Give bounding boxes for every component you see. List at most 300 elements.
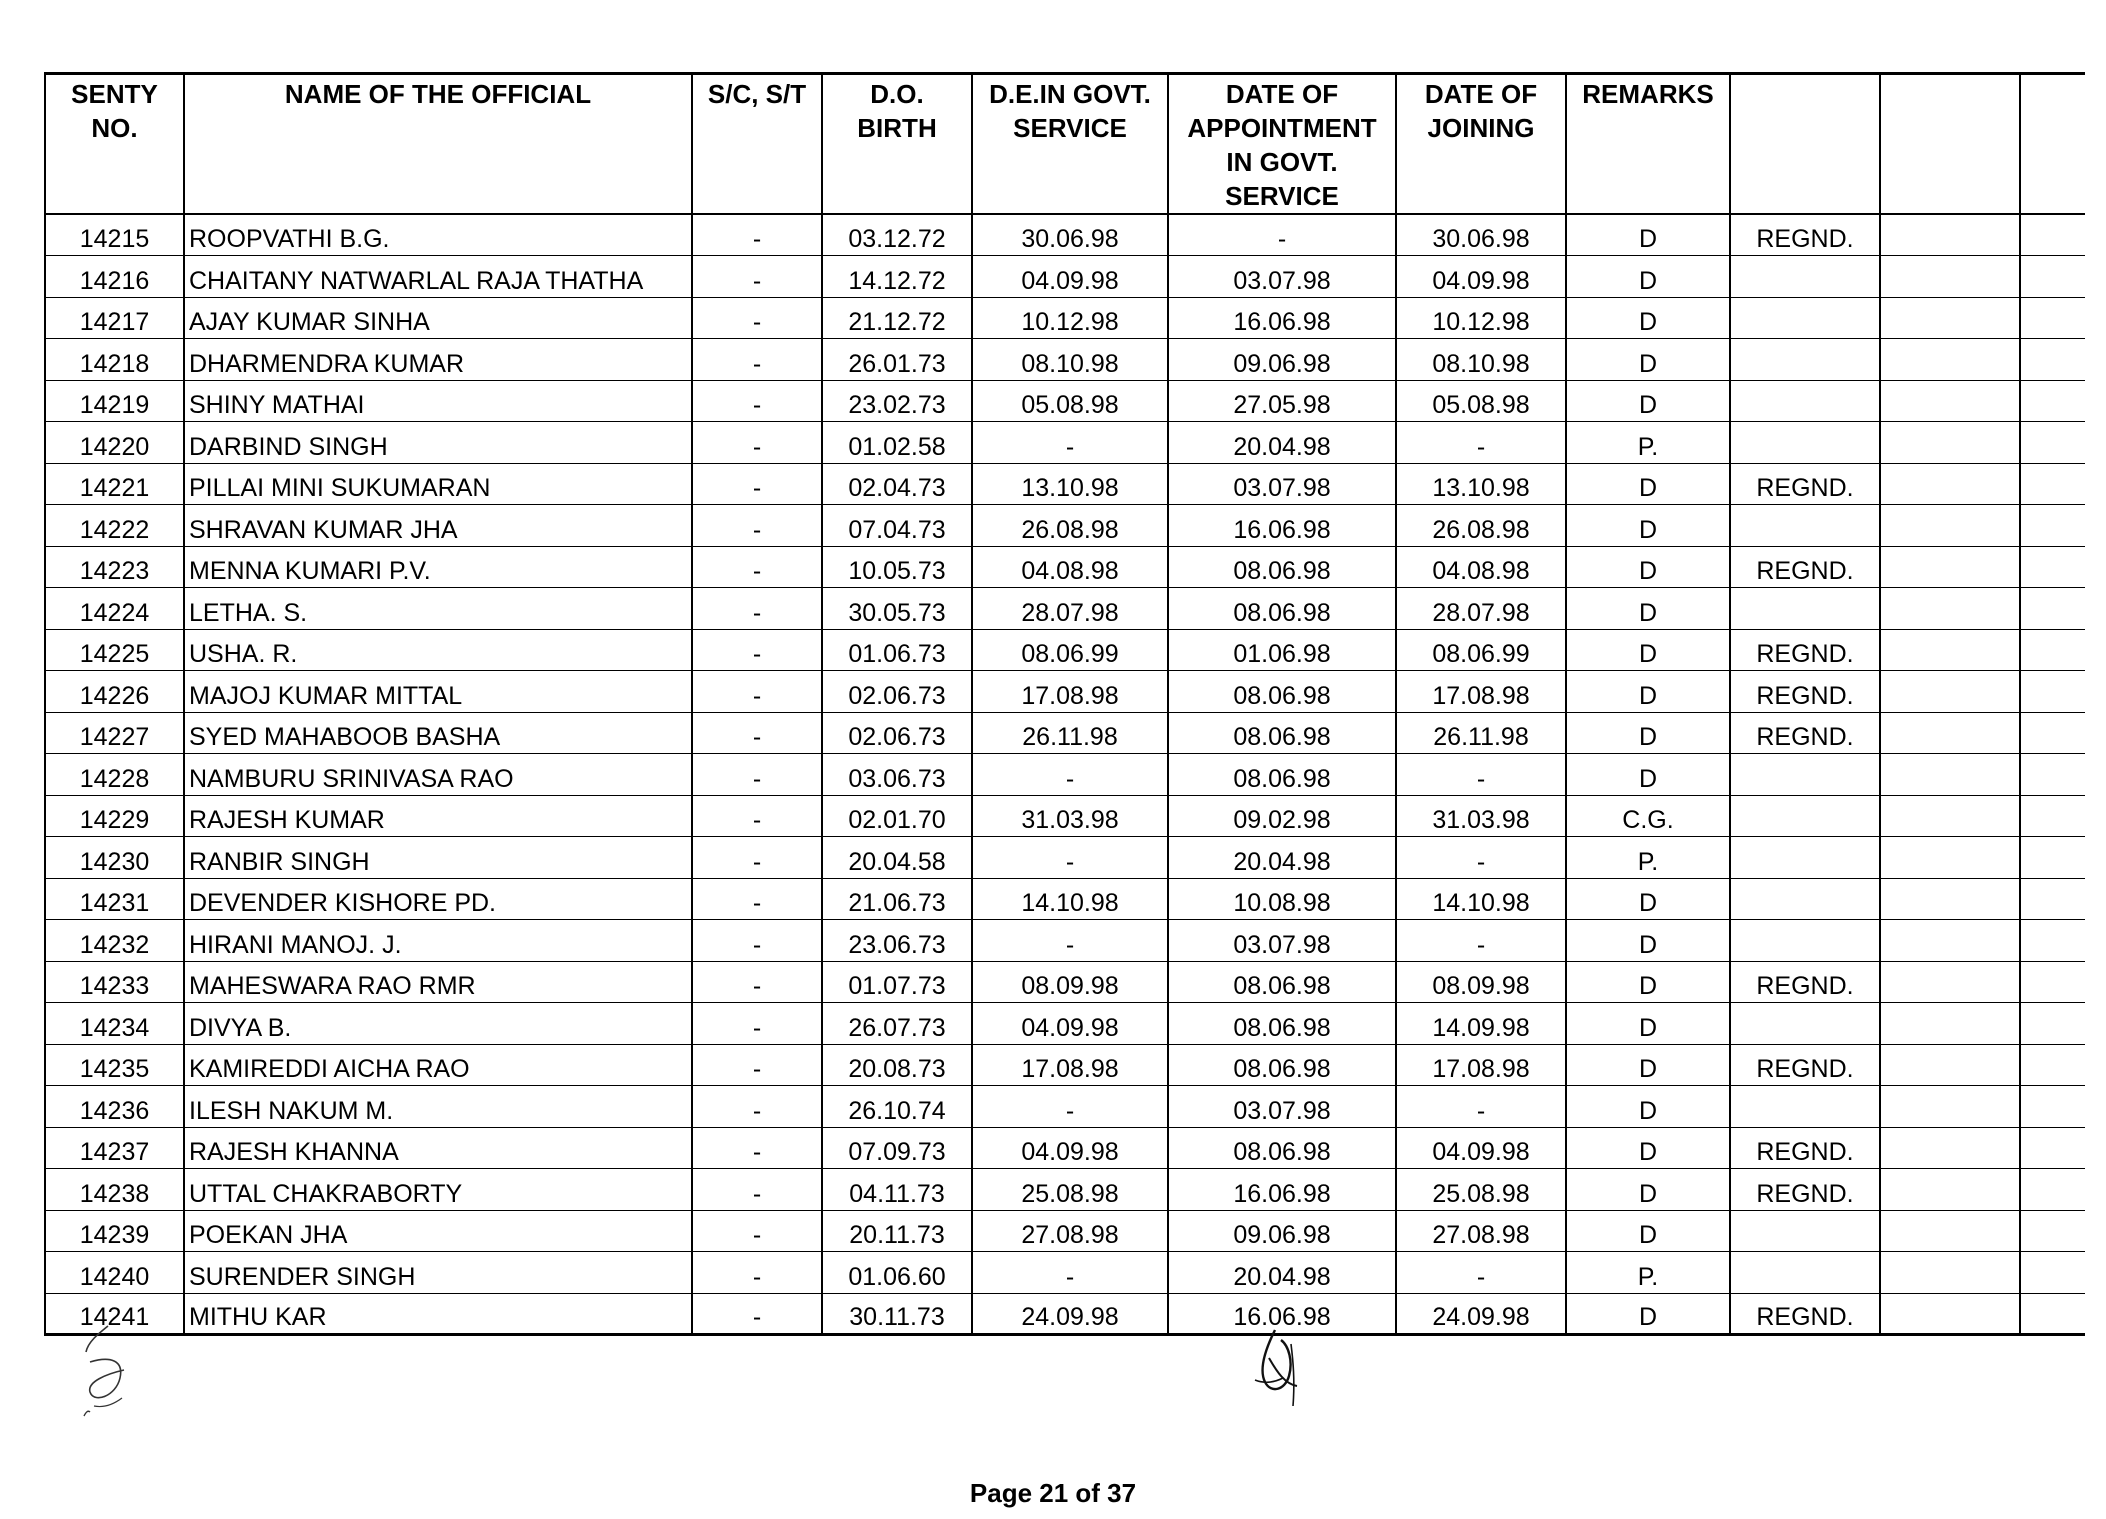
- cell-remarks: D: [1566, 546, 1730, 588]
- cell-blank: [1880, 422, 2020, 464]
- table-row: [45, 380, 2085, 422]
- header-date-entry-govt-service: D.E.IN GOVT. SERVICE: [972, 74, 1168, 215]
- cell-blank: [1880, 1210, 2020, 1252]
- cell-name: MAHESWARA RAO RMR: [184, 961, 692, 1003]
- cell-senty-no: 14223: [45, 546, 184, 588]
- cell-blank: [2020, 1210, 2085, 1252]
- table-row: [45, 297, 2085, 339]
- table-row: [45, 463, 2085, 505]
- cell-senty-no: 14232: [45, 920, 184, 962]
- cell-date-of-appointment: 27.05.98: [1168, 380, 1396, 422]
- cell-date-of-birth: 01.06.60: [822, 1252, 972, 1294]
- cell-regnd: REGND.: [1730, 671, 1880, 713]
- cell-blank: [2020, 671, 2085, 713]
- table-header: [45, 74, 2085, 215]
- cell-date-entry-govt-service: 14.10.98: [972, 878, 1168, 920]
- cell-blank: [1880, 1044, 2020, 1086]
- table-row: [45, 422, 2085, 464]
- cell-senty-no: 14218: [45, 339, 184, 381]
- cell-senty-no: 14227: [45, 712, 184, 754]
- cell-regnd: [1730, 339, 1880, 381]
- cell-blank: [1880, 339, 2020, 381]
- cell-date-of-appointment: 08.06.98: [1168, 754, 1396, 796]
- cell-date-entry-govt-service: 05.08.98: [972, 380, 1168, 422]
- header-blank-2: [1880, 74, 2020, 215]
- cell-date-of-appointment: 08.06.98: [1168, 961, 1396, 1003]
- cell-blank: [1880, 380, 2020, 422]
- header-sc-st: S/C, S/T: [692, 74, 822, 215]
- header-row: [45, 74, 2085, 215]
- cell-date-entry-govt-service: 28.07.98: [972, 588, 1168, 630]
- cell-blank: [2020, 422, 2085, 464]
- cell-date-entry-govt-service: 17.08.98: [972, 1044, 1168, 1086]
- cell-blank: [1880, 256, 2020, 298]
- cell-regnd: [1730, 297, 1880, 339]
- table-row: [45, 1044, 2085, 1086]
- cell-date-of-appointment: -: [1168, 214, 1396, 256]
- table-row: [45, 1169, 2085, 1211]
- cell-date-of-appointment: 03.07.98: [1168, 1086, 1396, 1128]
- cell-blank: [2020, 588, 2085, 630]
- cell-date-entry-govt-service: 26.11.98: [972, 712, 1168, 754]
- cell-senty-no: 14229: [45, 795, 184, 837]
- cell-sc-st: -: [692, 1127, 822, 1169]
- cell-date-entry-govt-service: -: [972, 920, 1168, 962]
- table-row: [45, 1127, 2085, 1169]
- cell-name: MENNA KUMARI P.V.: [184, 546, 692, 588]
- cell-date-entry-govt-service: 08.10.98: [972, 339, 1168, 381]
- cell-date-of-birth: 26.07.73: [822, 1003, 972, 1045]
- cell-name: MITHU KAR: [184, 1293, 692, 1335]
- cell-date-of-appointment: 10.08.98: [1168, 878, 1396, 920]
- cell-regnd: REGND.: [1730, 629, 1880, 671]
- table-row: [45, 1252, 2085, 1294]
- cell-blank: [2020, 712, 2085, 754]
- cell-blank: [2020, 920, 2085, 962]
- cell-date-entry-govt-service: 10.12.98: [972, 297, 1168, 339]
- cell-name: SHINY MATHAI: [184, 380, 692, 422]
- cell-regnd: REGND.: [1730, 961, 1880, 1003]
- cell-regnd: [1730, 754, 1880, 796]
- cell-date-entry-govt-service: 08.06.99: [972, 629, 1168, 671]
- cell-date-of-appointment: 03.07.98: [1168, 463, 1396, 505]
- header-blank-3: [2020, 74, 2085, 215]
- cell-name: SHRAVAN KUMAR JHA: [184, 505, 692, 547]
- cell-blank: [2020, 297, 2085, 339]
- cell-date-entry-govt-service: -: [972, 754, 1168, 796]
- cell-date-of-joining: 10.12.98: [1396, 297, 1566, 339]
- cell-date-of-joining: -: [1396, 754, 1566, 796]
- table-row: [45, 546, 2085, 588]
- table-row: [45, 1003, 2085, 1045]
- cell-date-of-joining: 31.03.98: [1396, 795, 1566, 837]
- table-row: [45, 961, 2085, 1003]
- cell-blank: [1880, 1293, 2020, 1335]
- cell-name: AJAY KUMAR SINHA: [184, 297, 692, 339]
- cell-blank: [1880, 712, 2020, 754]
- cell-regnd: [1730, 1003, 1880, 1045]
- cell-remarks: D: [1566, 1169, 1730, 1211]
- cell-blank: [1880, 1127, 2020, 1169]
- cell-date-of-joining: 17.08.98: [1396, 1044, 1566, 1086]
- cell-date-entry-govt-service: -: [972, 1252, 1168, 1294]
- cell-blank: [2020, 1127, 2085, 1169]
- cell-date-of-appointment: 08.06.98: [1168, 1003, 1396, 1045]
- cell-senty-no: 14216: [45, 256, 184, 298]
- table-row: [45, 754, 2085, 796]
- cell-date-of-birth: 14.12.72: [822, 256, 972, 298]
- cell-date-of-joining: -: [1396, 422, 1566, 464]
- cell-date-entry-govt-service: 04.09.98: [972, 1003, 1168, 1045]
- cell-blank: [2020, 1044, 2085, 1086]
- cell-regnd: [1730, 422, 1880, 464]
- cell-name: DIVYA B.: [184, 1003, 692, 1045]
- cell-blank: [1880, 629, 2020, 671]
- cell-name: USHA. R.: [184, 629, 692, 671]
- cell-date-of-birth: 01.02.58: [822, 422, 972, 464]
- cell-name: ILESH NAKUM M.: [184, 1086, 692, 1128]
- cell-blank: [2020, 961, 2085, 1003]
- header-date-of-appointment: DATE OF APPOINTMENT IN GOVT. SERVICE: [1168, 74, 1396, 215]
- cell-regnd: [1730, 1086, 1880, 1128]
- cell-senty-no: 14222: [45, 505, 184, 547]
- cell-sc-st: -: [692, 505, 822, 547]
- cell-date-of-birth: 04.11.73: [822, 1169, 972, 1211]
- cell-date-of-birth: 26.01.73: [822, 339, 972, 381]
- cell-blank: [2020, 546, 2085, 588]
- cell-blank: [2020, 380, 2085, 422]
- cell-senty-no: 14225: [45, 629, 184, 671]
- cell-date-of-birth: 07.09.73: [822, 1127, 972, 1169]
- cell-date-of-appointment: 08.06.98: [1168, 546, 1396, 588]
- table-body: [45, 214, 2085, 1335]
- cell-date-of-joining: 14.09.98: [1396, 1003, 1566, 1045]
- cell-sc-st: -: [692, 878, 822, 920]
- cell-blank: [2020, 505, 2085, 547]
- cell-name: ROOPVATHI B.G.: [184, 214, 692, 256]
- cell-date-of-appointment: 08.06.98: [1168, 588, 1396, 630]
- cell-senty-no: 14236: [45, 1086, 184, 1128]
- cell-date-of-appointment: 20.04.98: [1168, 422, 1396, 464]
- cell-blank: [1880, 961, 2020, 1003]
- table-row: [45, 837, 2085, 879]
- cell-date-entry-govt-service: 31.03.98: [972, 795, 1168, 837]
- cell-blank: [1880, 546, 2020, 588]
- cell-senty-no: 14237: [45, 1127, 184, 1169]
- cell-date-of-birth: 01.07.73: [822, 961, 972, 1003]
- cell-sc-st: -: [692, 920, 822, 962]
- cell-date-of-joining: 04.09.98: [1396, 256, 1566, 298]
- cell-date-of-joining: -: [1396, 1086, 1566, 1128]
- cell-blank: [1880, 920, 2020, 962]
- table-row: [45, 795, 2085, 837]
- cell-date-of-appointment: 09.06.98: [1168, 1210, 1396, 1252]
- cell-date-of-appointment: 16.06.98: [1168, 1293, 1396, 1335]
- cell-regnd: REGND.: [1730, 712, 1880, 754]
- cell-date-entry-govt-service: 08.09.98: [972, 961, 1168, 1003]
- cell-name: DARBIND SINGH: [184, 422, 692, 464]
- cell-date-entry-govt-service: 30.06.98: [972, 214, 1168, 256]
- cell-date-of-appointment: 03.07.98: [1168, 256, 1396, 298]
- cell-sc-st: -: [692, 380, 822, 422]
- cell-senty-no: 14231: [45, 878, 184, 920]
- cell-date-of-appointment: 16.06.98: [1168, 297, 1396, 339]
- cell-blank: [1880, 837, 2020, 879]
- cell-name: CHAITANY NATWARLAL RAJA THATHA: [184, 256, 692, 298]
- cell-date-of-birth: 23.02.73: [822, 380, 972, 422]
- cell-regnd: [1730, 1252, 1880, 1294]
- cell-date-of-birth: 03.06.73: [822, 754, 972, 796]
- cell-senty-no: 14230: [45, 837, 184, 879]
- cell-date-of-joining: 05.08.98: [1396, 380, 1566, 422]
- cell-regnd: [1730, 837, 1880, 879]
- cell-blank: [2020, 256, 2085, 298]
- header-remarks: REMARKS: [1566, 74, 1730, 215]
- cell-date-entry-govt-service: 27.08.98: [972, 1210, 1168, 1252]
- table-row: [45, 920, 2085, 962]
- cell-regnd: [1730, 1210, 1880, 1252]
- cell-blank: [2020, 1003, 2085, 1045]
- cell-date-entry-govt-service: 04.09.98: [972, 256, 1168, 298]
- cell-blank: [2020, 1252, 2085, 1294]
- cell-regnd: REGND.: [1730, 1169, 1880, 1211]
- cell-date-of-birth: 21.12.72: [822, 297, 972, 339]
- cell-date-entry-govt-service: 24.09.98: [972, 1293, 1168, 1335]
- cell-remarks: D: [1566, 297, 1730, 339]
- cell-remarks: D: [1566, 463, 1730, 505]
- header-date-of-birth: D.O. BIRTH: [822, 74, 972, 215]
- cell-remarks: D: [1566, 671, 1730, 713]
- cell-sc-st: -: [692, 1169, 822, 1211]
- cell-regnd: REGND.: [1730, 546, 1880, 588]
- cell-date-of-birth: 30.11.73: [822, 1293, 972, 1335]
- cell-blank: [2020, 837, 2085, 879]
- cell-remarks: D: [1566, 1044, 1730, 1086]
- cell-date-of-joining: -: [1396, 1252, 1566, 1294]
- cell-date-of-joining: 24.09.98: [1396, 1293, 1566, 1335]
- cell-name: MAJOJ KUMAR MITTAL: [184, 671, 692, 713]
- cell-remarks: D: [1566, 588, 1730, 630]
- table-row: [45, 1293, 2085, 1335]
- cell-senty-no: 14220: [45, 422, 184, 464]
- cell-date-of-appointment: 08.06.98: [1168, 1044, 1396, 1086]
- cell-remarks: D: [1566, 629, 1730, 671]
- cell-name: HIRANI MANOJ. J.: [184, 920, 692, 962]
- cell-date-of-joining: 08.09.98: [1396, 961, 1566, 1003]
- cell-senty-no: 14217: [45, 297, 184, 339]
- cell-regnd: REGND.: [1730, 463, 1880, 505]
- cell-senty-no: 14215: [45, 214, 184, 256]
- cell-sc-st: -: [692, 837, 822, 879]
- cell-date-of-birth: 02.01.70: [822, 795, 972, 837]
- cell-sc-st: -: [692, 795, 822, 837]
- cell-remarks: D: [1566, 380, 1730, 422]
- cell-regnd: REGND.: [1730, 1044, 1880, 1086]
- cell-remarks: D: [1566, 1086, 1730, 1128]
- cell-date-of-appointment: 08.06.98: [1168, 1127, 1396, 1169]
- cell-name: SURENDER SINGH: [184, 1252, 692, 1294]
- cell-date-of-appointment: 20.04.98: [1168, 837, 1396, 879]
- cell-senty-no: 14235: [45, 1044, 184, 1086]
- cell-date-of-appointment: 01.06.98: [1168, 629, 1396, 671]
- cell-date-of-appointment: 16.06.98: [1168, 1169, 1396, 1211]
- cell-blank: [1880, 1252, 2020, 1294]
- cell-remarks: D: [1566, 214, 1730, 256]
- cell-date-of-joining: 14.10.98: [1396, 878, 1566, 920]
- cell-name: RAJESH KHANNA: [184, 1127, 692, 1169]
- cell-blank: [1880, 878, 2020, 920]
- cell-date-of-birth: 02.06.73: [822, 671, 972, 713]
- cell-blank: [1880, 1003, 2020, 1045]
- cell-sc-st: -: [692, 1044, 822, 1086]
- cell-blank: [1880, 754, 2020, 796]
- cell-sc-st: -: [692, 339, 822, 381]
- cell-regnd: [1730, 380, 1880, 422]
- cell-date-of-birth: 20.11.73: [822, 1210, 972, 1252]
- cell-senty-no: 14224: [45, 588, 184, 630]
- header-date-of-joining: DATE OF JOINING: [1396, 74, 1566, 215]
- cell-blank: [1880, 588, 2020, 630]
- seniority-list-table: [44, 72, 2085, 1336]
- cell-sc-st: -: [692, 1003, 822, 1045]
- table-row: [45, 339, 2085, 381]
- cell-name: LETHA. S.: [184, 588, 692, 630]
- cell-date-of-joining: 13.10.98: [1396, 463, 1566, 505]
- cell-sc-st: -: [692, 588, 822, 630]
- cell-name: KAMIREDDI AICHA RAO: [184, 1044, 692, 1086]
- cell-blank: [2020, 463, 2085, 505]
- cell-date-entry-govt-service: 04.08.98: [972, 546, 1168, 588]
- cell-regnd: [1730, 256, 1880, 298]
- cell-senty-no: 14238: [45, 1169, 184, 1211]
- cell-date-of-joining: 26.11.98: [1396, 712, 1566, 754]
- handwritten-initials-left: [80, 1320, 160, 1420]
- cell-sc-st: -: [692, 629, 822, 671]
- cell-date-of-appointment: 03.07.98: [1168, 920, 1396, 962]
- cell-date-entry-govt-service: 13.10.98: [972, 463, 1168, 505]
- cell-blank: [2020, 878, 2085, 920]
- cell-date-of-birth: 07.04.73: [822, 505, 972, 547]
- cell-blank: [1880, 463, 2020, 505]
- cell-sc-st: -: [692, 297, 822, 339]
- cell-date-of-joining: 04.08.98: [1396, 546, 1566, 588]
- cell-date-of-appointment: 20.04.98: [1168, 1252, 1396, 1294]
- cell-date-of-birth: 30.05.73: [822, 588, 972, 630]
- cell-date-of-birth: 20.04.58: [822, 837, 972, 879]
- cell-blank: [2020, 1086, 2085, 1128]
- cell-regnd: [1730, 920, 1880, 962]
- cell-sc-st: -: [692, 546, 822, 588]
- cell-date-of-birth: 10.05.73: [822, 546, 972, 588]
- table-row: [45, 878, 2085, 920]
- cell-sc-st: -: [692, 214, 822, 256]
- cell-blank: [1880, 297, 2020, 339]
- table-row: [45, 1210, 2085, 1252]
- table-row: [45, 1086, 2085, 1128]
- cell-name: RANBIR SINGH: [184, 837, 692, 879]
- cell-remarks: D: [1566, 920, 1730, 962]
- cell-regnd: [1730, 588, 1880, 630]
- cell-date-of-birth: 03.12.72: [822, 214, 972, 256]
- cell-blank: [1880, 1169, 2020, 1211]
- cell-regnd: [1730, 878, 1880, 920]
- cell-regnd: [1730, 795, 1880, 837]
- cell-regnd: REGND.: [1730, 1293, 1880, 1335]
- cell-date-entry-govt-service: -: [972, 837, 1168, 879]
- cell-date-of-appointment: 09.02.98: [1168, 795, 1396, 837]
- cell-remarks: P.: [1566, 837, 1730, 879]
- cell-sc-st: -: [692, 1086, 822, 1128]
- cell-blank: [2020, 1169, 2085, 1211]
- cell-date-of-appointment: 08.06.98: [1168, 671, 1396, 713]
- cell-blank: [1880, 671, 2020, 713]
- cell-date-of-joining: 08.06.99: [1396, 629, 1566, 671]
- cell-date-of-joining: 04.09.98: [1396, 1127, 1566, 1169]
- cell-date-entry-govt-service: 04.09.98: [972, 1127, 1168, 1169]
- cell-date-entry-govt-service: -: [972, 1086, 1168, 1128]
- cell-date-of-birth: 02.04.73: [822, 463, 972, 505]
- cell-date-of-joining: -: [1396, 920, 1566, 962]
- cell-remarks: D: [1566, 1127, 1730, 1169]
- cell-blank: [2020, 629, 2085, 671]
- cell-date-of-birth: 20.08.73: [822, 1044, 972, 1086]
- cell-remarks: D: [1566, 1293, 1730, 1335]
- cell-name: POEKAN JHA: [184, 1210, 692, 1252]
- cell-date-entry-govt-service: -: [972, 422, 1168, 464]
- cell-date-of-joining: 28.07.98: [1396, 588, 1566, 630]
- cell-senty-no: 14219: [45, 380, 184, 422]
- cell-sc-st: -: [692, 256, 822, 298]
- cell-sc-st: -: [692, 463, 822, 505]
- cell-date-of-joining: 30.06.98: [1396, 214, 1566, 256]
- cell-senty-no: 14221: [45, 463, 184, 505]
- cell-senty-no: 14228: [45, 754, 184, 796]
- cell-senty-no: 14233: [45, 961, 184, 1003]
- cell-regnd: [1730, 505, 1880, 547]
- cell-date-of-joining: 25.08.98: [1396, 1169, 1566, 1211]
- cell-date-entry-govt-service: 26.08.98: [972, 505, 1168, 547]
- cell-sc-st: -: [692, 1293, 822, 1335]
- cell-blank: [1880, 795, 2020, 837]
- cell-date-of-appointment: 16.06.98: [1168, 505, 1396, 547]
- handwritten-signature-right: [1245, 1320, 1315, 1420]
- cell-regnd: REGND.: [1730, 214, 1880, 256]
- cell-sc-st: -: [692, 1252, 822, 1294]
- cell-date-of-joining: 27.08.98: [1396, 1210, 1566, 1252]
- cell-remarks: D: [1566, 1003, 1730, 1045]
- table-row: [45, 505, 2085, 547]
- cell-date-entry-govt-service: 25.08.98: [972, 1169, 1168, 1211]
- cell-date-of-joining: -: [1396, 837, 1566, 879]
- cell-date-of-joining: 08.10.98: [1396, 339, 1566, 381]
- cell-sc-st: -: [692, 961, 822, 1003]
- cell-date-of-joining: 17.08.98: [1396, 671, 1566, 713]
- cell-remarks: D: [1566, 505, 1730, 547]
- cell-senty-no: 14241: [45, 1293, 184, 1335]
- cell-date-of-joining: 26.08.98: [1396, 505, 1566, 547]
- cell-name: RAJESH KUMAR: [184, 795, 692, 837]
- cell-date-of-birth: 21.06.73: [822, 878, 972, 920]
- cell-remarks: P.: [1566, 1252, 1730, 1294]
- cell-remarks: D: [1566, 878, 1730, 920]
- cell-name: DHARMENDRA KUMAR: [184, 339, 692, 381]
- table-row: [45, 256, 2085, 298]
- cell-date-of-birth: 23.06.73: [822, 920, 972, 962]
- cell-remarks: D: [1566, 256, 1730, 298]
- cell-name: DEVENDER KISHORE PD.: [184, 878, 692, 920]
- cell-date-of-birth: 01.06.73: [822, 629, 972, 671]
- cell-sc-st: -: [692, 422, 822, 464]
